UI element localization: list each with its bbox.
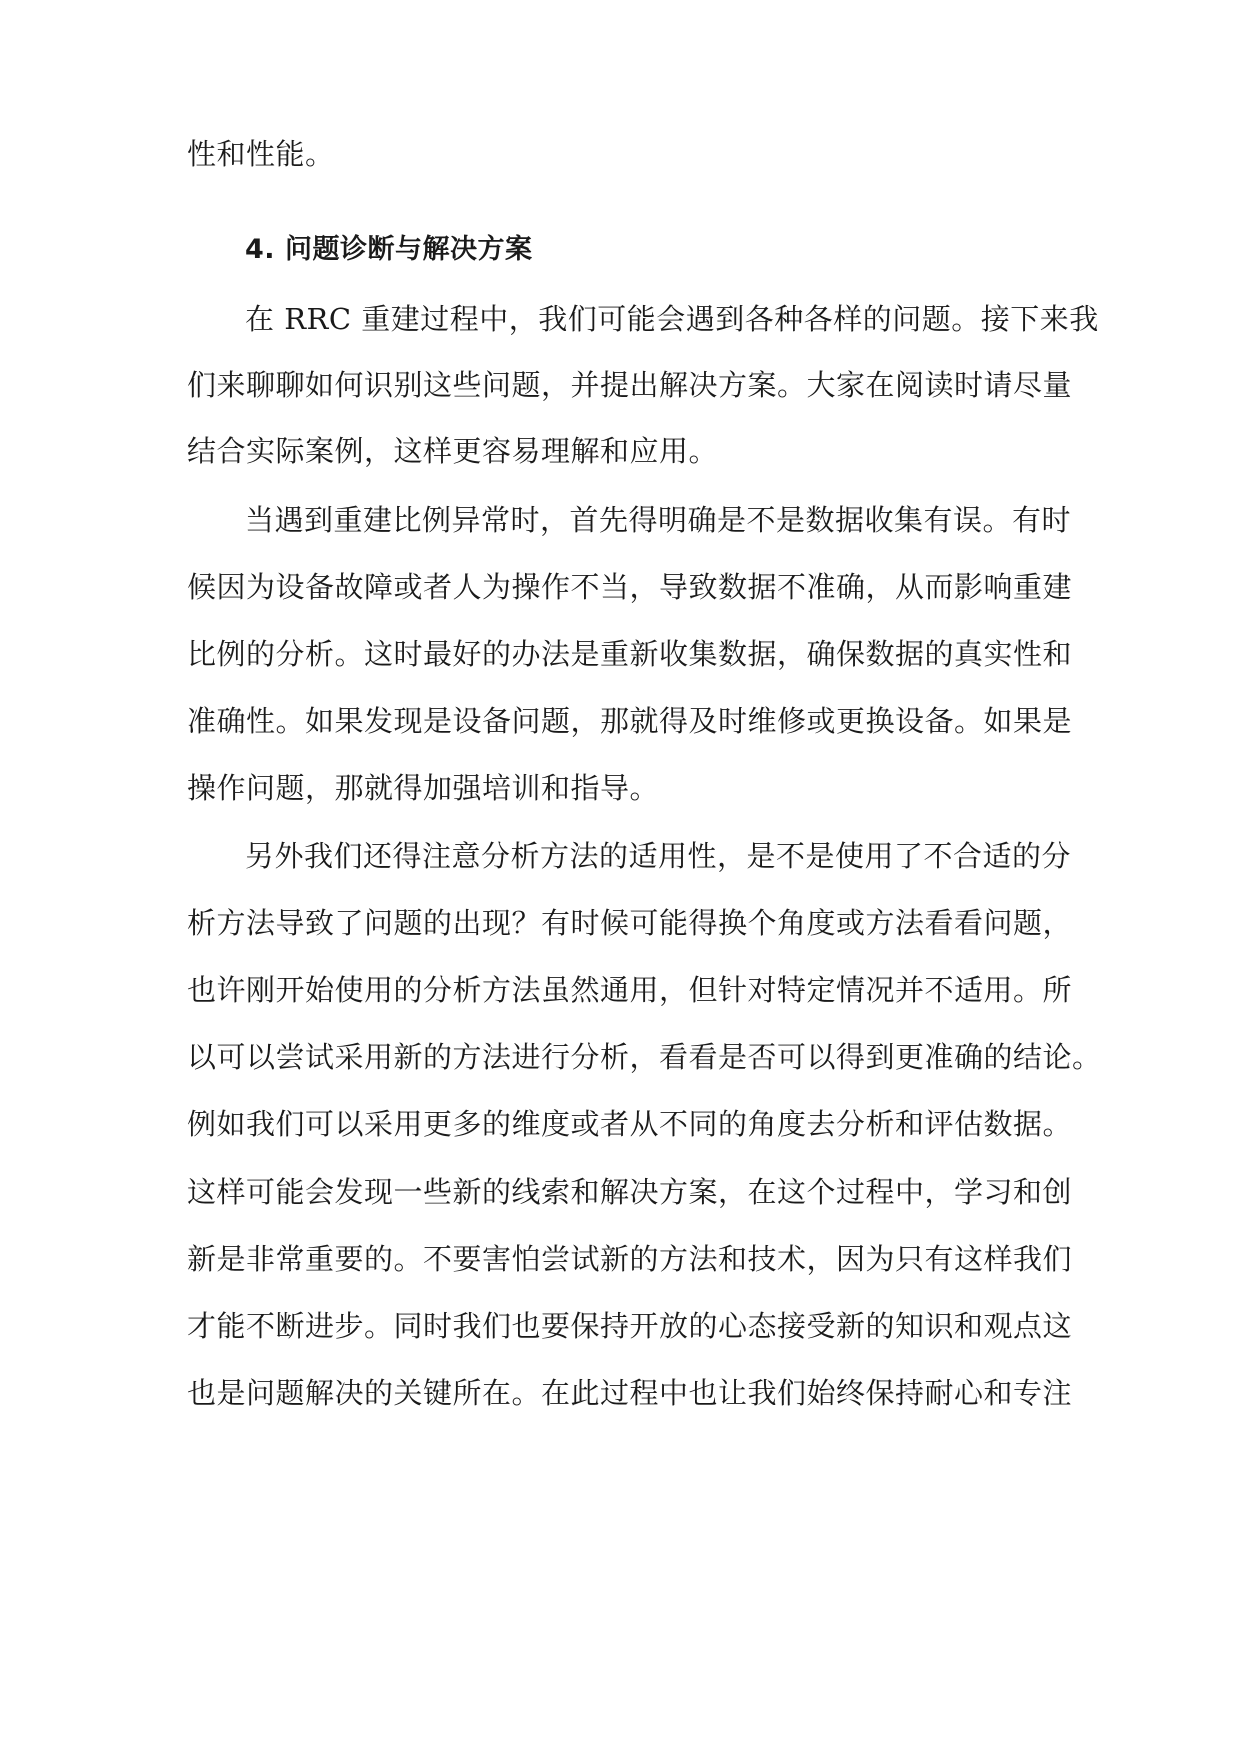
paragraph-line: 另外我们还得注意分析方法的适用性，是不是使用了不合适的分 — [245, 839, 1072, 873]
paragraph-line: 新是非常重要的。不要害怕尝试新的方法和技术，因为只有这样我们 — [187, 1242, 1073, 1276]
paragraph-line: 才能不断进步。同时我们也要保持开放的心态接受新的知识和观点这 — [187, 1309, 1073, 1343]
paragraph-line: 当遇到重建比例异常时，首先得明确是不是数据收集有误。有时 — [245, 503, 1072, 537]
paragraph-line: 析方法导致了问题的出现？有时候可能得换个角度或方法看看问题， — [187, 906, 1073, 940]
paragraph-line: 也许刚开始使用的分析方法虽然通用，但针对特定情况并不适用。所 — [187, 973, 1073, 1007]
paragraph-line: 也是问题解决的关键所在。在此过程中也让我们始终保持耐心和专注 — [187, 1376, 1073, 1410]
paragraph-line: 性和性能。 — [187, 137, 335, 171]
paragraph-line: 们来聊聊如何识别这些问题，并提出解决方案。大家在阅读时请尽量 — [187, 368, 1073, 402]
paragraph-line: 候因为设备故障或者人为操作不当，导致数据不准确，从而影响重建 — [187, 570, 1073, 604]
paragraph-line: 这样可能会发现一些新的线索和解决方案，在这个过程中，学习和创 — [187, 1175, 1073, 1209]
paragraph-line: 准确性。如果发现是设备问题，那就得及时维修或更换设备。如果是 — [187, 704, 1073, 738]
paragraph-line: 结合实际案例，这样更容易理解和应用。 — [187, 434, 719, 468]
paragraph-line: 比例的分析。这时最好的办法是重新收集数据，确保数据的真实性和 — [187, 637, 1073, 671]
paragraph-line: 操作问题，那就得加强培训和指导。 — [187, 771, 660, 805]
paragraph-line: 以可以尝试采用新的方法进行分析，看看是否可以得到更准确的结论。 — [187, 1040, 1102, 1074]
paragraph-line: 在 RRC 重建过程中，我们可能会遇到各种各样的问题。接下来我 — [245, 302, 1099, 336]
paragraph-line: 例如我们可以采用更多的维度或者从不同的角度去分析和评估数据。 — [187, 1107, 1073, 1141]
section-heading: 4. 问题诊断与解决方案 — [245, 234, 533, 265]
